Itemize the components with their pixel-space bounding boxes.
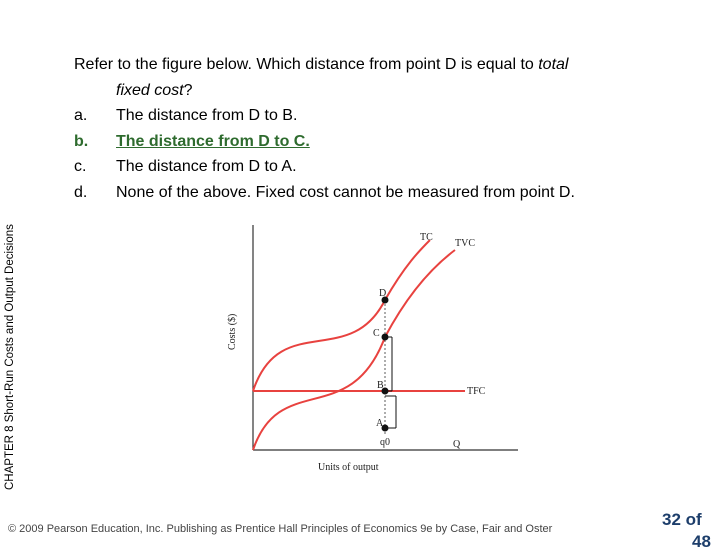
option-c-letter: c. [74, 158, 87, 175]
point-a-label: A [376, 418, 384, 429]
page-total: 48 [692, 532, 711, 551]
point-c-label: C [373, 328, 380, 339]
cost-curves-figure [220, 220, 520, 475]
question-text-line2 [74, 78, 674, 104]
option-b-text: The distance from D to C. [116, 132, 310, 150]
option-a-text: The distance from D to B. [116, 107, 298, 124]
question-part1: Refer to the figure below. Which distance from point D is equal to [74, 56, 539, 73]
point-d-label: D [379, 288, 387, 299]
option-d[interactable] [74, 180, 674, 206]
question-block [74, 52, 674, 205]
question-emphasis-fixed-cost: fixed cost [116, 81, 184, 99]
option-b-correct[interactable] [74, 129, 674, 155]
option-c[interactable] [74, 154, 674, 180]
page-number: 32 of [662, 510, 702, 529]
question-mark: ? [183, 81, 193, 99]
chapter-side-label: CHAPTER 8 Short-Run Costs and Output Decisions [4, 224, 16, 490]
q-label: Q [453, 439, 461, 450]
question-emphasis-total: total [538, 56, 569, 73]
option-d-text: None of the above. Fixed cost cannot be measured from point D. [116, 183, 575, 201]
option-b-letter: b. [74, 132, 89, 150]
option-c-text: The distance from D to A. [116, 158, 297, 175]
tvc-label: TVC [455, 238, 475, 249]
x-axis-label: Units of output [318, 462, 379, 473]
y-axis-label: Costs ($) [227, 313, 238, 350]
option-a-letter: a. [74, 107, 88, 124]
footer-copyright: © 2009 Pearson Education, Inc. Publishing as Prentice Hall Principles of Economics 9e by Case, Fair and Oster [8, 523, 553, 535]
tfc-label: TFC [467, 386, 486, 397]
q0-label: q0 [380, 437, 390, 448]
option-d-letter: d. [74, 183, 88, 201]
tc-curve [253, 240, 430, 391]
question-text [74, 52, 674, 78]
option-a[interactable] [74, 103, 674, 129]
point-b-label: B [377, 380, 384, 391]
point-c-marker [382, 334, 389, 341]
tc-label: TC [420, 232, 433, 243]
